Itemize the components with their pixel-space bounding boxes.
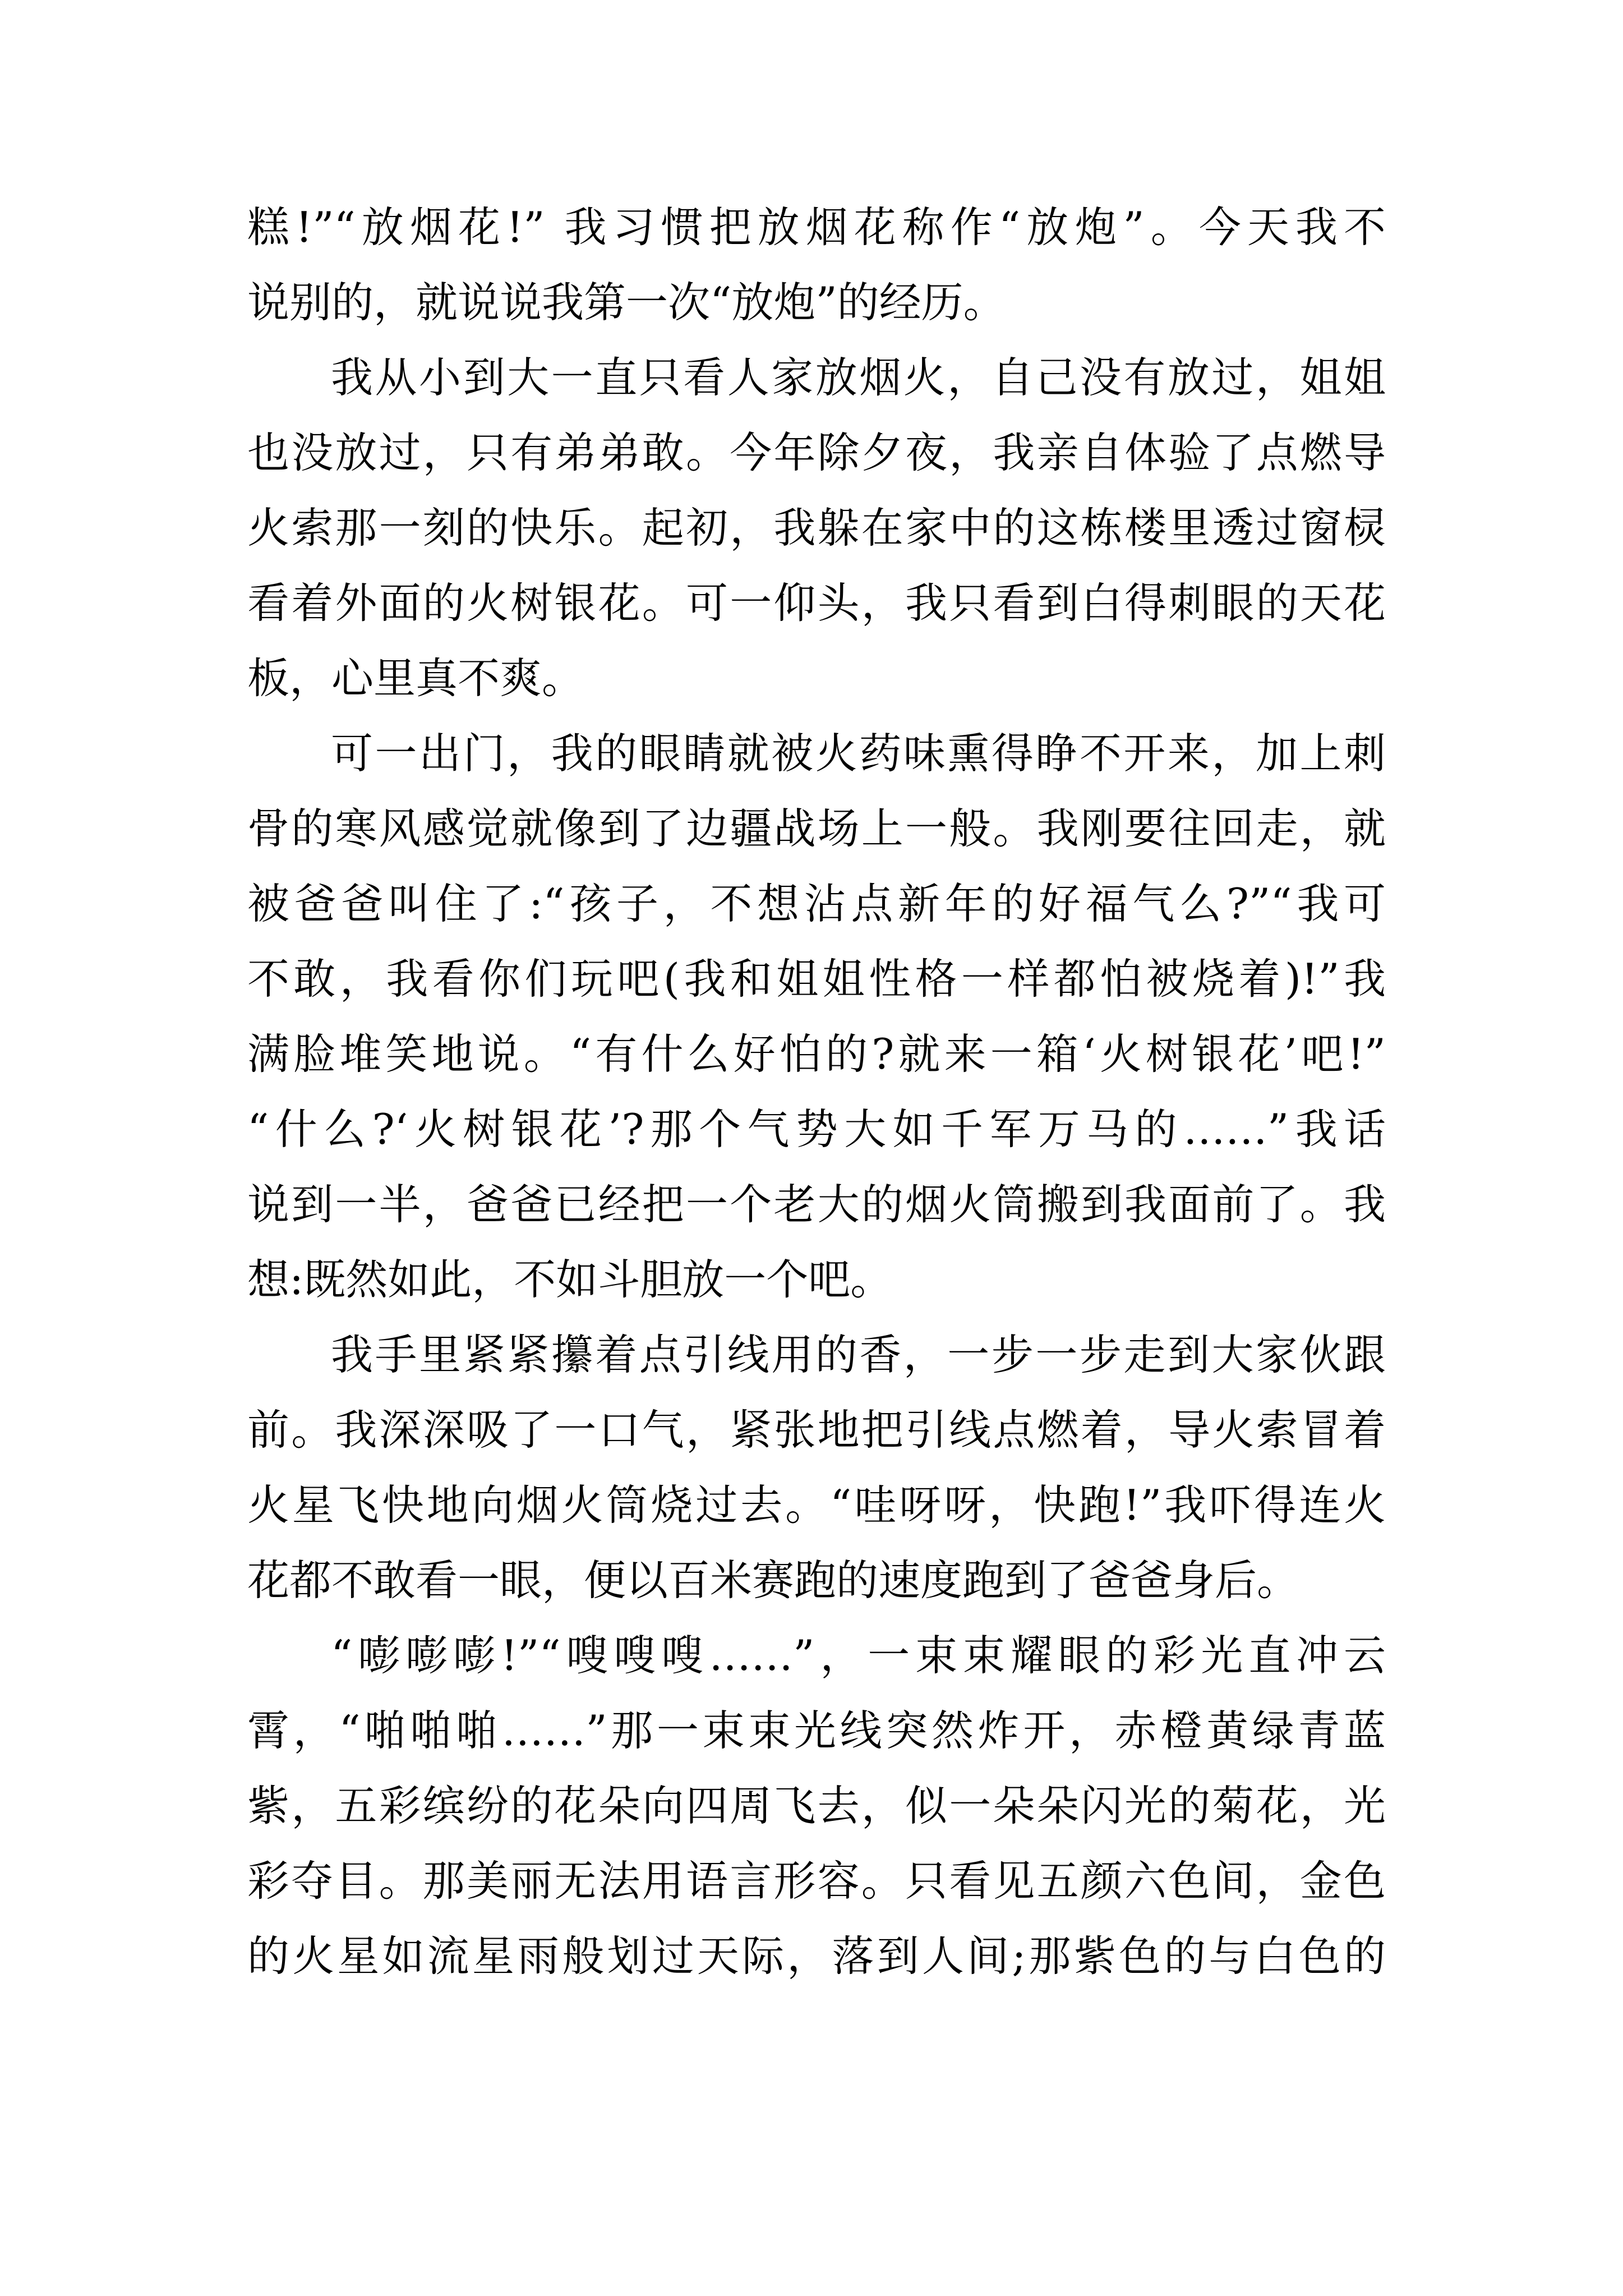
text-line: 被爸爸叫住了:“孩子，不想沾点新年的好福气么?”“我可 bbox=[247, 879, 1386, 928]
text-line: 说到一半，爸爸已经把一个老大的烟火筒搬到我面前了。我 bbox=[247, 1180, 1386, 1229]
paragraph-start-line: 可一出门，我的眼睛就被火药味熏得睁不开来，加上刺 bbox=[331, 729, 1386, 778]
text-line: “什么?‘火树银花’?那个气势大如千军万马的……”我话 bbox=[247, 1105, 1386, 1154]
text-line: 板，心里真不爽。 bbox=[247, 654, 584, 703]
text-line: 火星飞快地向烟火筒烧过去。“哇呀呀，快跑!”我吓得连火 bbox=[247, 1480, 1386, 1530]
text-line: 也没放过，只有弟弟敢。今年除夕夜，我亲自体验了点燃导 bbox=[247, 428, 1386, 477]
text-line: 看着外面的火树银花。可一仰头，我只看到白得刺眼的天花 bbox=[247, 578, 1386, 628]
text-line: 满脸堆笑地说。“有什么好怕的?就来一箱‘火树银花’吧!” bbox=[247, 1029, 1386, 1079]
paragraph-start-line: 我从小到大一直只看人家放烟火，自己没有放过，姐姐 bbox=[331, 353, 1386, 402]
text-line: 前。我深深吸了一口气，紧张地把引线点燃着，导火索冒着 bbox=[247, 1405, 1386, 1455]
text-line: 不敢，我看你们玩吧(我和姐姐性格一样都怕被烧着)!”我 bbox=[247, 954, 1386, 1004]
paragraph-start-line: “嘭嘭嘭!”“嗖嗖嗖……”，一束束耀眼的彩光直冲云 bbox=[331, 1631, 1386, 1680]
text-line: 花都不敢看一眼，便以百米赛跑的速度跑到了爸爸身后。 bbox=[247, 1556, 1299, 1605]
text-line: 糕!”“放烟花!” 我习惯把放烟花称作“放炮”。今天我不 bbox=[247, 203, 1386, 252]
text-line: 霄，“啪啪啪……”那一束束光线突然炸开，赤橙黄绿青蓝 bbox=[247, 1706, 1386, 1755]
text-line: 紫，五彩缤纷的花朵向四周飞去，似一朵朵闪光的菊花，光 bbox=[247, 1781, 1386, 1830]
text-line: 骨的寒风感觉就像到了边疆战场上一般。我刚要往回走，就 bbox=[247, 804, 1386, 853]
text-line: 想:既然如此，不如斗胆放一个吧。 bbox=[247, 1255, 893, 1304]
text-line: 彩夺目。那美丽无法用语言形容。只看见五颜六色间，金色 bbox=[247, 1856, 1386, 1906]
text-line: 的火星如流星雨般划过天际，落到人间;那紫色的与白色的 bbox=[247, 1931, 1386, 1981]
text-line: 火索那一刻的快乐。起初，我躲在家中的这栋楼里透过窗棂 bbox=[247, 503, 1386, 553]
text-line: 说别的，就说说我第一次“放炮”的经历。 bbox=[247, 278, 1006, 327]
paragraph-start-line: 我手里紧紧攥着点引线用的香，一步一步走到大家伙跟 bbox=[331, 1330, 1386, 1379]
